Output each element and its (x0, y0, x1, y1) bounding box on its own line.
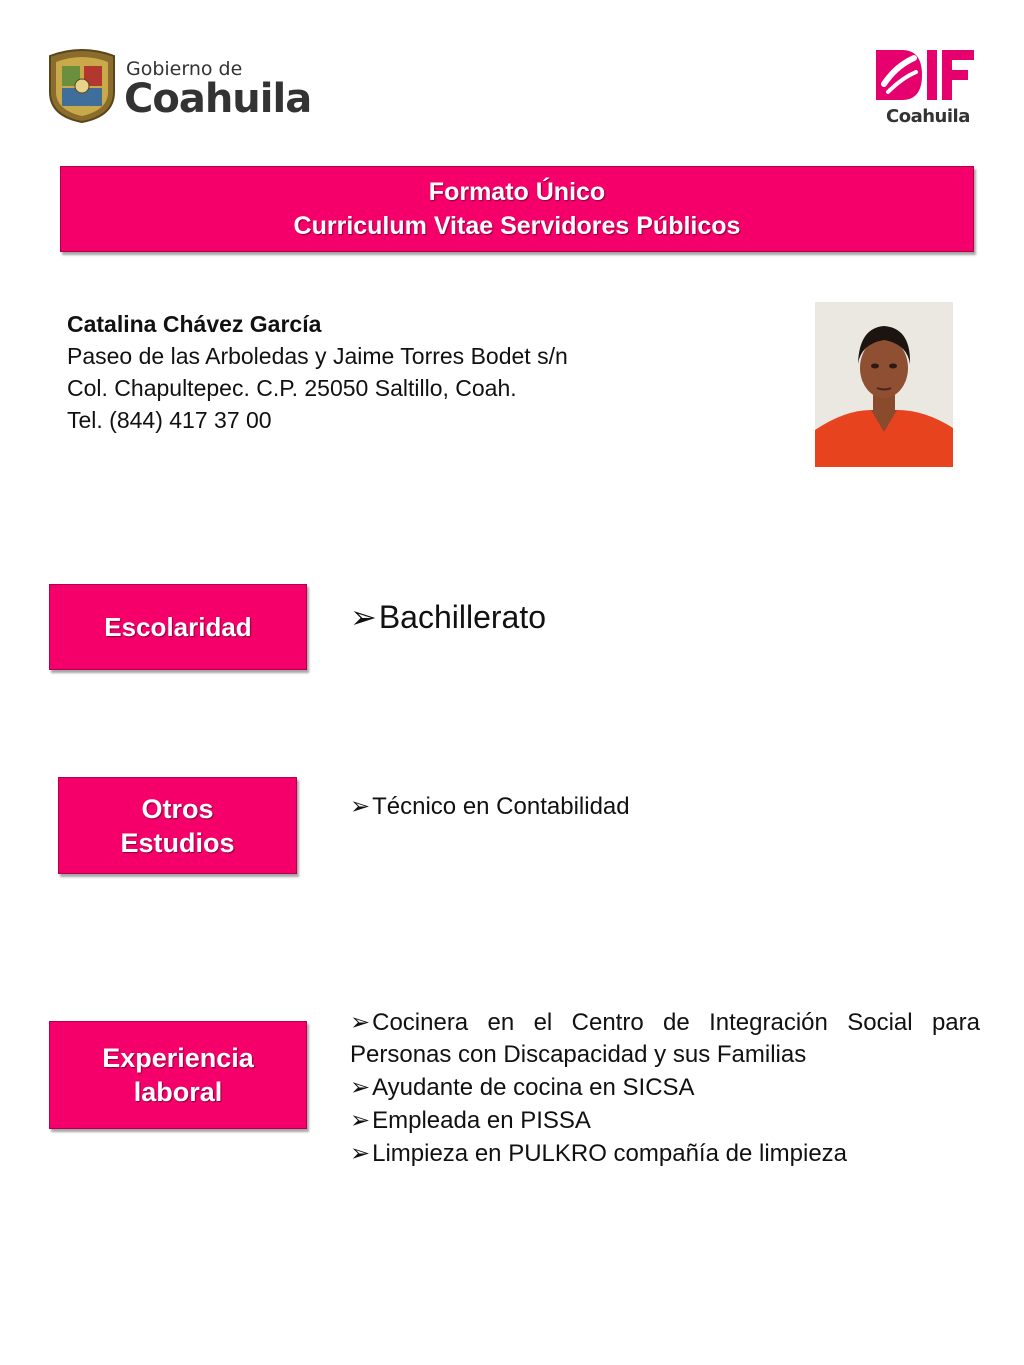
dif-coahuila-logo (872, 44, 982, 128)
arrow-bullet-icon: ➢ (350, 792, 371, 820)
list-item (350, 1104, 980, 1137)
experiencia-list (350, 1006, 980, 1170)
otros-label-line-1: Otros (141, 793, 214, 824)
list-item (350, 1071, 980, 1104)
arrow-bullet-icon: ➢ (350, 598, 377, 636)
list-item-text: Ayudante de cocina en SICSA (372, 1074, 695, 1101)
experiencia-label-line-1: Experiencia (102, 1043, 254, 1073)
dif-logo-icon (872, 44, 982, 106)
person-address-2: Col. Chapultepec. C.P. 25050 Saltillo, Coah. (67, 375, 517, 401)
experiencia-label-line-2: laboral (133, 1077, 223, 1107)
otros-estudios-label-box (58, 777, 297, 874)
list-item-text: Bachillerato (378, 599, 547, 635)
list-item (350, 1006, 980, 1071)
gobierno-coahuila-logo (44, 46, 312, 126)
portrait-image (815, 302, 953, 467)
list-item (350, 598, 546, 636)
list-item-text: Empleada en PISSA (372, 1107, 591, 1134)
title-banner (60, 166, 974, 252)
list-item (350, 1137, 980, 1170)
title-line-1: Formato Único (428, 178, 606, 206)
dif-sub-text: Coahuila (886, 106, 970, 127)
gov-big-text: Coahuila (124, 76, 312, 122)
escolaridad-label: Escolaridad (104, 611, 252, 642)
otros-label-line-2: Estudios (120, 827, 235, 858)
person-name: Catalina Chávez García (67, 311, 322, 337)
arrow-bullet-icon: ➢ (350, 1073, 371, 1101)
escolaridad-list (350, 598, 546, 636)
gov-small-text: Gobierno de (126, 58, 243, 80)
arrow-bullet-icon: ➢ (350, 1139, 371, 1167)
list-item-text: Limpieza en PULKRO compañía de limpieza (372, 1140, 848, 1167)
coat-of-arms-icon (44, 46, 120, 124)
title-line-2: Curriculum Vitae Servidores Públicos (293, 212, 741, 240)
person-address-1: Paseo de las Arboledas y Jaime Torres Bodet s/n (67, 343, 568, 369)
portrait-photo (815, 302, 953, 467)
person-phone: Tel. (844) 417 37 00 (67, 407, 272, 433)
arrow-bullet-icon: ➢ (350, 1106, 371, 1134)
list-item-text: Técnico en Contabilidad (372, 793, 630, 820)
list-item (350, 792, 630, 821)
arrow-bullet-icon: ➢ (350, 1008, 371, 1036)
personal-info (67, 308, 767, 436)
experiencia-label-box (49, 1021, 307, 1129)
otros-estudios-list (350, 792, 630, 821)
list-item-text: Cocinera en el Centro de Integración Social para Personas con Discapacidad y sus Familias (350, 1009, 980, 1068)
escolaridad-label-box (49, 584, 307, 670)
